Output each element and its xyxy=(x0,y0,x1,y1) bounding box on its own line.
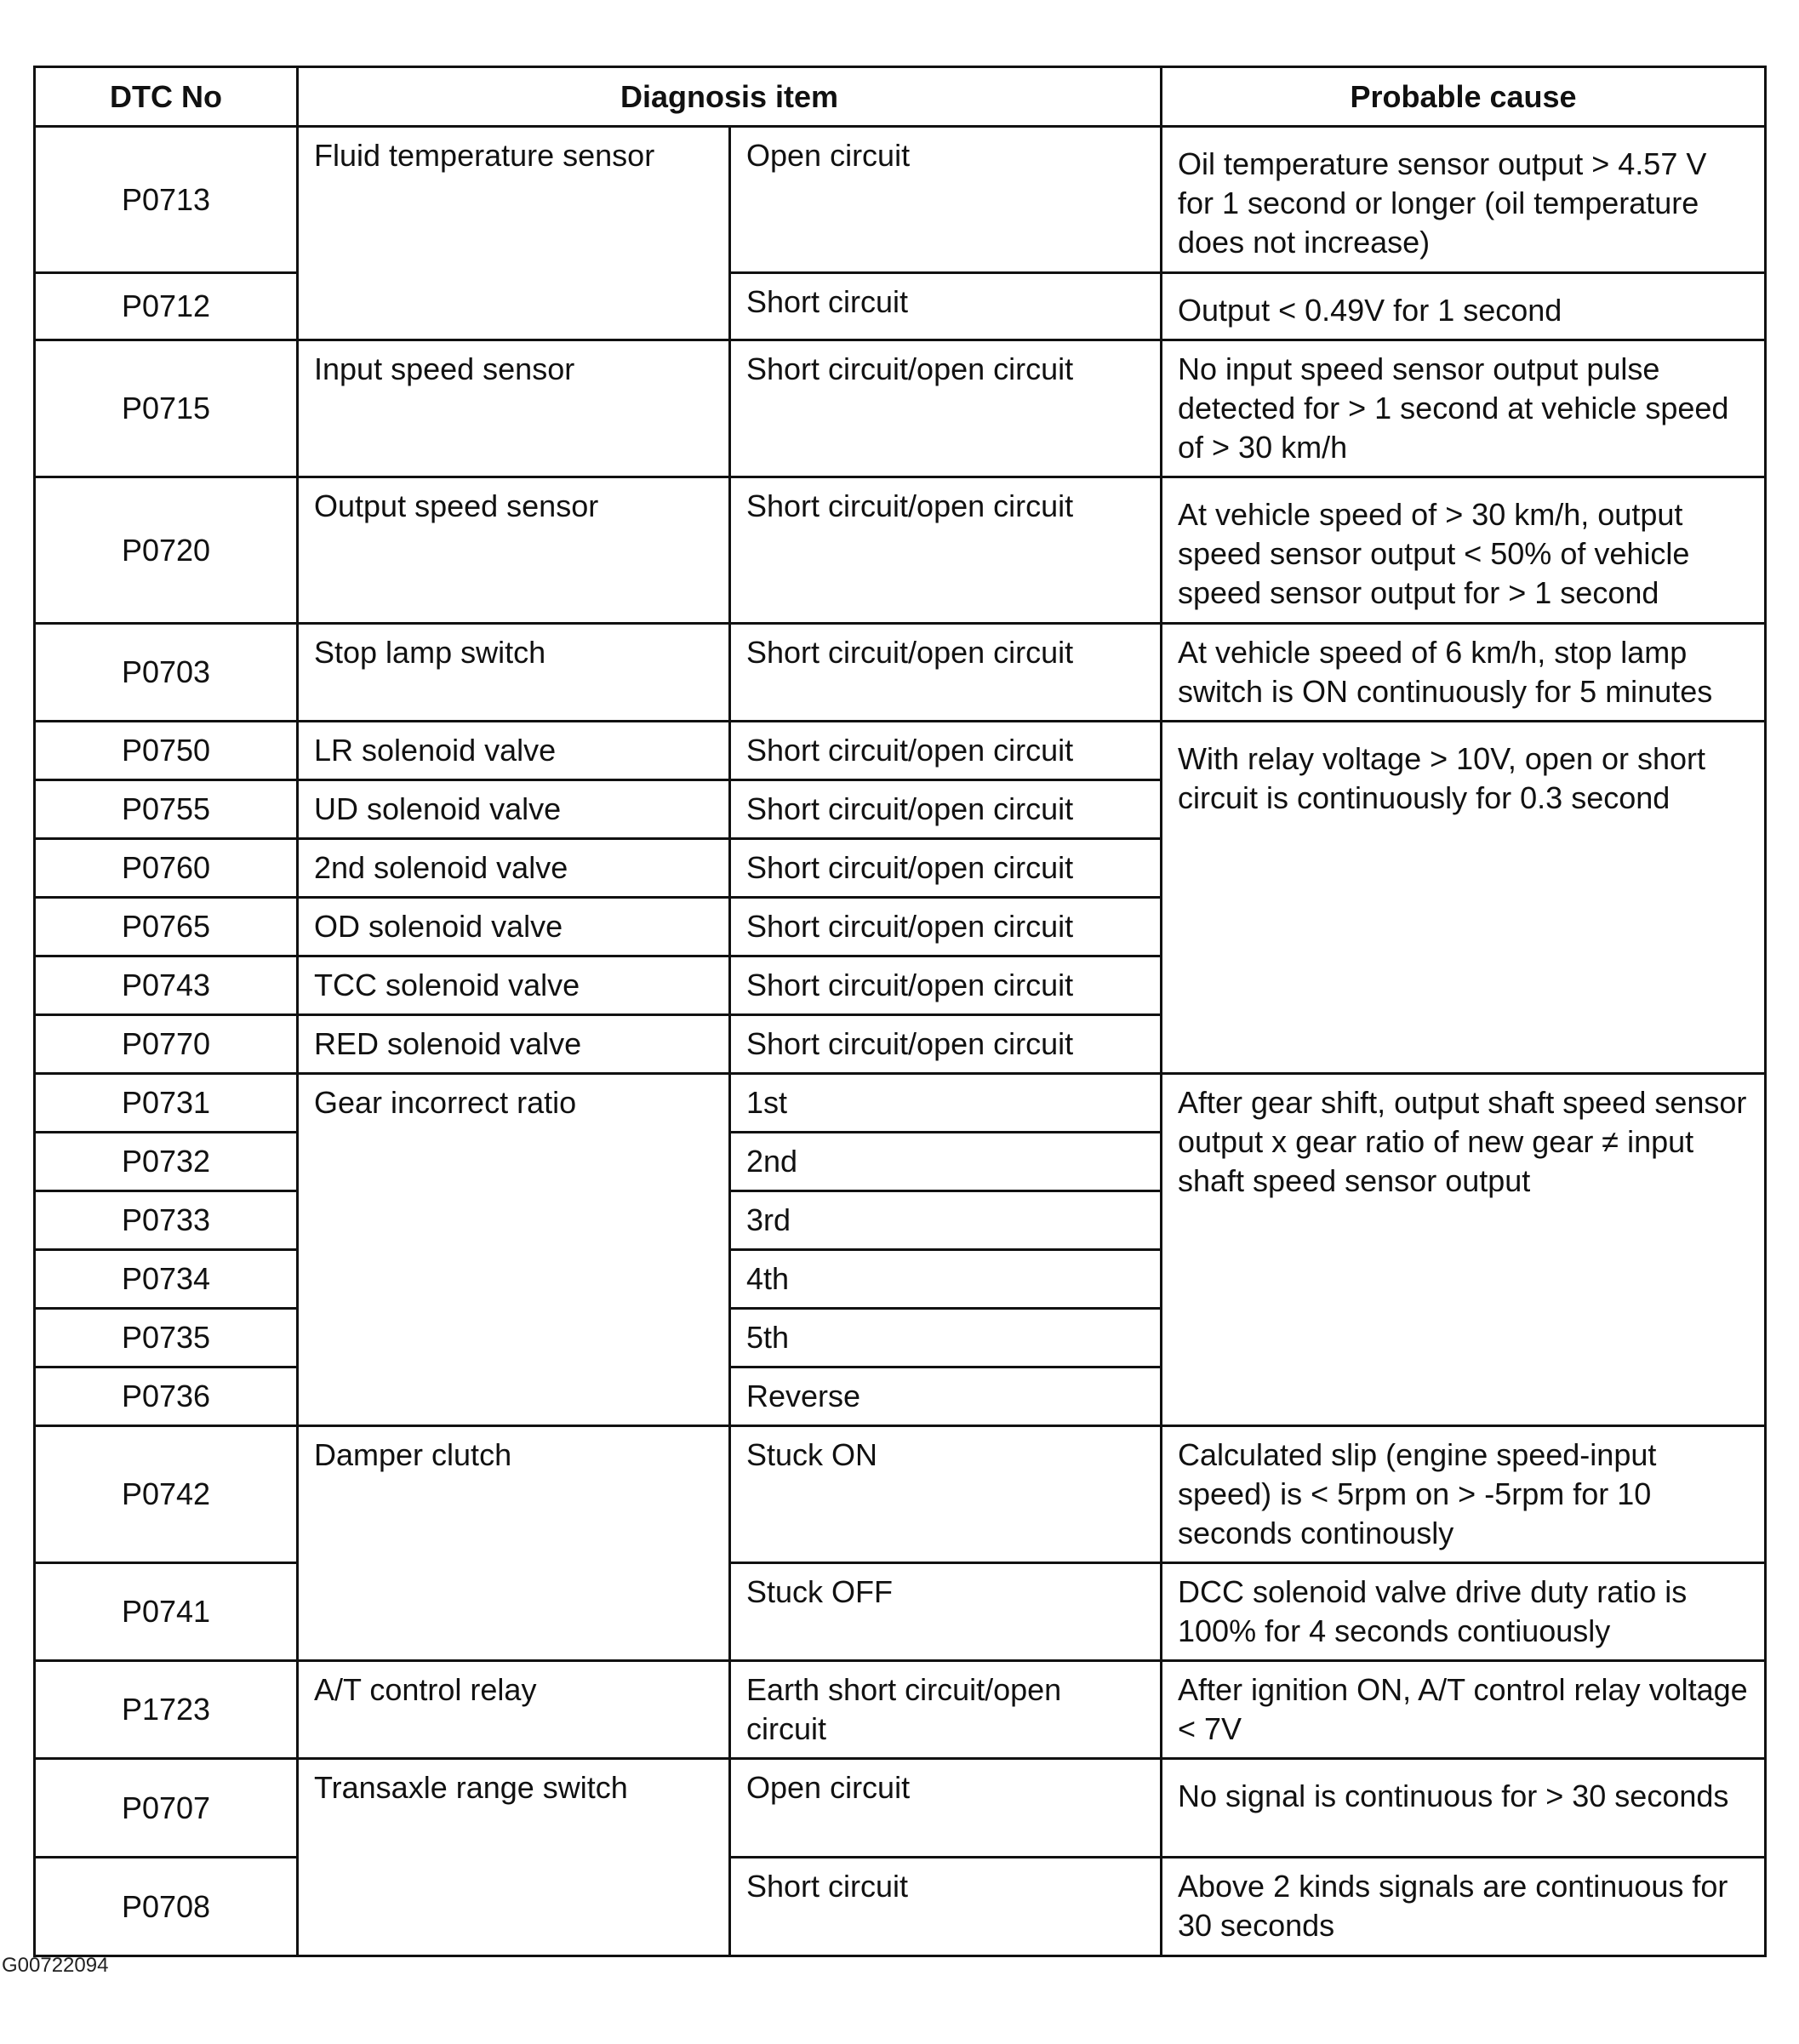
diagnosis-condition: 3rd xyxy=(730,1191,1162,1250)
diagnosis-item: UD solenoid valve xyxy=(298,780,730,839)
diagnosis-condition: Short circuit/open circuit xyxy=(730,477,1162,624)
probable-cause: At vehicle speed of > 30 km/h, output speed sensor output < 50% of vehicle speed sensor output for > 1 second xyxy=(1162,477,1766,624)
probable-cause: At vehicle speed of 6 km/h, stop lamp switch is ON continuously for 5 minutes xyxy=(1162,624,1766,722)
dtc-code: P0713 xyxy=(35,127,298,273)
table-row xyxy=(35,1759,1766,1858)
dtc-code: P0770 xyxy=(35,1015,298,1074)
diagnosis-condition: Short circuit/open circuit xyxy=(730,1015,1162,1074)
table-row xyxy=(35,1563,1766,1661)
diagnosis-condition: Short circuit/open circuit xyxy=(730,340,1162,477)
dtc-code: P0708 xyxy=(35,1858,298,1956)
table-row xyxy=(35,340,1766,477)
probable-cause: Above 2 kinds signals are continuous for 30 seconds xyxy=(1162,1858,1766,1956)
probable-cause: Oil temperature sensor output > 4.57 V for 1 second or longer (oil temperature does not increase) xyxy=(1162,127,1766,273)
diagnosis-condition: Short circuit/open circuit xyxy=(730,624,1162,722)
probable-cause: After gear shift, output shaft speed sensor output x gear ratio of new gear ≠ input shaft speed sensor output xyxy=(1162,1074,1766,1426)
header-row xyxy=(35,67,1766,127)
dtc-table xyxy=(33,66,1767,1957)
diagnosis-condition: Short circuit xyxy=(730,1858,1162,1956)
dtc-code: P0707 xyxy=(35,1759,298,1858)
diagnosis-item: RED solenoid valve xyxy=(298,1015,730,1074)
diagnosis-condition: Reverse xyxy=(730,1367,1162,1426)
dtc-code: P0741 xyxy=(35,1563,298,1661)
diagnosis-item: 2nd solenoid valve xyxy=(298,839,730,898)
dtc-code: P0742 xyxy=(35,1426,298,1563)
diagnosis-condition: 1st xyxy=(730,1074,1162,1133)
probable-cause: With relay voltage > 10V, open or short circuit is continuously for 0.3 second xyxy=(1162,722,1766,1074)
dtc-code: P0715 xyxy=(35,340,298,477)
diagnosis-condition: Short circuit/open circuit xyxy=(730,898,1162,956)
dtc-code: P0712 xyxy=(35,273,298,340)
diagnosis-condition: Earth short circuit/open circuit xyxy=(730,1661,1162,1759)
table-row xyxy=(35,1858,1766,1956)
diagnosis-condition: Open circuit xyxy=(730,127,1162,273)
table-row xyxy=(35,1074,1766,1133)
diagnosis-item: LR solenoid valve xyxy=(298,722,730,780)
dtc-code: P0735 xyxy=(35,1309,298,1367)
header-probable-cause: Probable cause xyxy=(1162,67,1766,127)
dtc-code: P0732 xyxy=(35,1133,298,1191)
table-row xyxy=(35,273,1766,340)
diagnosis-item: Gear incorrect ratio xyxy=(298,1074,730,1426)
diagnosis-item: OD solenoid valve xyxy=(298,898,730,956)
dtc-code: P0703 xyxy=(35,624,298,722)
dtc-code: P0755 xyxy=(35,780,298,839)
dtc-code: P0731 xyxy=(35,1074,298,1133)
probable-cause: After ignition ON, A/T control relay voltage < 7V xyxy=(1162,1661,1766,1759)
diagnosis-condition: Short circuit/open circuit xyxy=(730,956,1162,1015)
table-row xyxy=(35,477,1766,624)
dtc-code: P0750 xyxy=(35,722,298,780)
dtc-code: P0760 xyxy=(35,839,298,898)
probable-cause: No signal is continuous for > 30 seconds xyxy=(1162,1759,1766,1858)
diagnosis-item: Input speed sensor xyxy=(298,340,730,477)
diagnosis-condition: Stuck OFF xyxy=(730,1563,1162,1661)
diagnosis-condition: 4th xyxy=(730,1250,1162,1309)
diagnosis-item: Damper clutch xyxy=(298,1426,730,1661)
diagnosis-condition: Short circuit/open circuit xyxy=(730,780,1162,839)
dtc-code: P0736 xyxy=(35,1367,298,1426)
diagnosis-condition: Short circuit/open circuit xyxy=(730,839,1162,898)
probable-cause: DCC solenoid valve drive duty ratio is 100% for 4 seconds contiuously xyxy=(1162,1563,1766,1661)
table-row xyxy=(35,624,1766,722)
diagnosis-condition: 2nd xyxy=(730,1133,1162,1191)
header-diagnosis-item: Diagnosis item xyxy=(298,67,1162,127)
dtc-code: P1723 xyxy=(35,1661,298,1759)
dtc-code: P0720 xyxy=(35,477,298,624)
diagnosis-item: Output speed sensor xyxy=(298,477,730,624)
probable-cause: No input speed sensor output pulse detected for > 1 second at vehicle speed of > 30 km/h xyxy=(1162,340,1766,477)
header-dtc-no: DTC No xyxy=(35,67,298,127)
diagnosis-condition: Short circuit/open circuit xyxy=(730,722,1162,780)
table-row xyxy=(35,1426,1766,1563)
table-row xyxy=(35,127,1766,273)
table-row xyxy=(35,722,1766,780)
diagnosis-item: Stop lamp switch xyxy=(298,624,730,722)
diagnosis-condition: Stuck ON xyxy=(730,1426,1162,1563)
diagnosis-item: Fluid temperature sensor xyxy=(298,127,730,340)
diagnosis-condition: Short circuit xyxy=(730,273,1162,340)
diagnosis-item: TCC solenoid valve xyxy=(298,956,730,1015)
diagnosis-condition: Open circuit xyxy=(730,1759,1162,1858)
dtc-code: P0743 xyxy=(35,956,298,1015)
dtc-code: P0765 xyxy=(35,898,298,956)
diagnosis-condition: 5th xyxy=(730,1309,1162,1367)
diagnosis-item: Transaxle range switch xyxy=(298,1759,730,1956)
dtc-code: P0733 xyxy=(35,1191,298,1250)
probable-cause: Calculated slip (engine speed-input speed) is < 5rpm on > -5rpm for 10 seconds continously xyxy=(1162,1426,1766,1563)
figure-reference-code: G00722094 xyxy=(2,1954,109,1977)
probable-cause: Output < 0.49V for 1 second xyxy=(1162,273,1766,340)
diagnosis-item: A/T control relay xyxy=(298,1661,730,1759)
dtc-code: P0734 xyxy=(35,1250,298,1309)
table-row xyxy=(35,1661,1766,1759)
